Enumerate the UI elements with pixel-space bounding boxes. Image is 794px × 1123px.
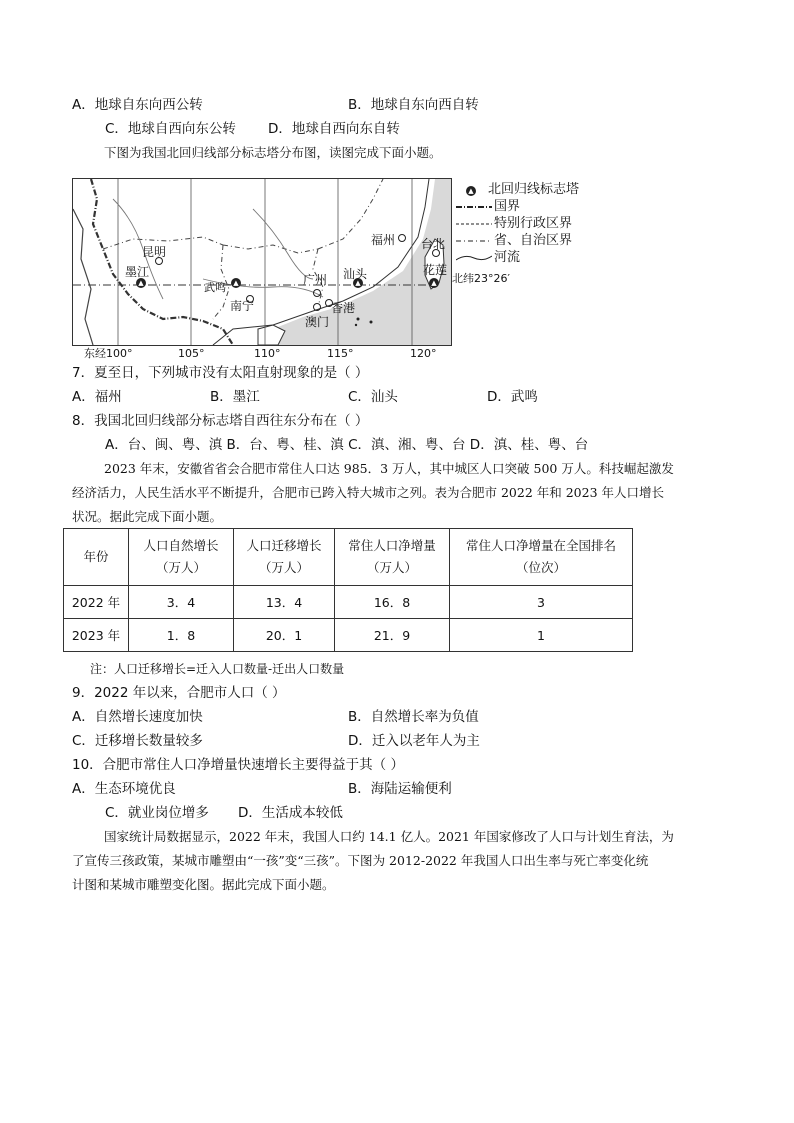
q6-option-b: B．地球自东向西自转 xyxy=(348,97,479,113)
tower-wuming-icon: ▲ xyxy=(231,278,241,288)
table-row xyxy=(64,586,633,619)
q7-option-c: C．汕头 xyxy=(348,389,398,405)
table-note: 注：人口迁移增长=迁入人口数量-迁出人口数量 xyxy=(90,662,345,676)
label-shantou: 汕头 xyxy=(343,267,368,281)
tower-hualian-icon: ▲ xyxy=(429,278,439,288)
label-xianggang: 香港 xyxy=(331,301,356,315)
label-aomen: 澳门 xyxy=(305,315,330,329)
final-intro-line1: 国家统计局数据显示，2022 年末，我国人口约 14.1 亿人。2021 年国家修改了人口与计划生育法，为 xyxy=(104,829,674,844)
table-cell: 3．4 xyxy=(129,586,234,619)
q10-stem: 10．合肥市常住人口净增量快速增长主要得益于其（ ） xyxy=(72,757,404,773)
border-line-icon xyxy=(456,202,492,212)
header-rank-unit: （位次） xyxy=(515,560,566,575)
label-guangzhou: 广州 xyxy=(303,273,328,287)
q7-option-b: B．墨江 xyxy=(210,389,260,405)
hefei-intro-line3: 状况。据此完成下面小题。 xyxy=(72,509,223,524)
table-cell: 21．9 xyxy=(335,619,450,652)
tower-legend-icon: ▲ xyxy=(466,186,476,196)
table-header xyxy=(335,529,450,586)
tropic-label: 北纬23°26′ xyxy=(452,272,510,285)
table-cell: 20．1 xyxy=(234,619,335,652)
legend-tower-label: 北回归线标志塔 xyxy=(488,182,580,197)
table-cell: 13．4 xyxy=(234,586,335,619)
header-migration-unit: （万人） xyxy=(258,560,309,575)
lon-label-110: 110° xyxy=(254,347,281,360)
header-net-unit: （万人） xyxy=(366,560,417,575)
final-intro-line2: 了宣传三孩政策，某城市雕塑由“一孩”变“三孩”。下图为 2012-2022 年我国人口出生率与死亡率变化统 xyxy=(72,853,649,868)
tower-mojiang-icon: ▲ xyxy=(136,278,146,288)
table-header xyxy=(64,529,129,586)
q8-stem: 8．我国北回归线部分标志塔自西往东分布在（ ） xyxy=(72,413,369,429)
province-line-icon xyxy=(456,236,492,246)
q7-stem: 7．夏至日，下列城市没有太阳直射现象的是（ ） xyxy=(72,365,369,381)
sar-line-icon xyxy=(456,219,492,229)
city-fuzhou-icon xyxy=(398,234,406,242)
q6-option-a: A．地球自东向西公转 xyxy=(72,97,203,113)
label-fuzhou: 福州 xyxy=(371,233,396,247)
q10-option-b: B．海陆运输便利 xyxy=(348,781,452,797)
table-header xyxy=(234,529,335,586)
q9-option-c: C．迁移增长数量较多 xyxy=(72,733,203,749)
table-cell: 1．8 xyxy=(129,619,234,652)
q9-option-b: B．自然增长率为负值 xyxy=(348,709,479,725)
table-cell: 16．8 xyxy=(335,586,450,619)
header-migration: 人口迁移增长 xyxy=(246,538,322,553)
header-natural: 人口自然增长 xyxy=(143,538,219,553)
legend-province-label: 省、自治区界 xyxy=(494,233,573,248)
legend-river-label: 河流 xyxy=(494,250,521,265)
q10-option-a: A．生态环境优良 xyxy=(72,781,176,797)
q10-option-c: C．就业岗位增多 xyxy=(105,805,209,821)
river-line-icon xyxy=(456,253,492,263)
legend-river xyxy=(466,246,520,265)
city-guangzhou-icon xyxy=(313,289,321,297)
map-intro: 下图为我国北回归线部分标志塔分布图，读图完成下面小题。 xyxy=(104,145,442,160)
legend-sar-label: 特别行政区界 xyxy=(494,216,573,231)
label-mojiang: 墨江 xyxy=(125,265,150,279)
lon-label-105: 105° xyxy=(178,347,205,360)
hefei-intro-line2: 经济活力，人民生活水平不断提升，合肥市已跨入特大城市之列。表为合肥市 2022 年和 2023 年人口增长 xyxy=(72,485,665,500)
hefei-intro-line1: 2023 年末，安徽省省会合肥市常住人口达 985．3 万人，其中城区人口突破 500 万人。科技崛起激发 xyxy=(104,461,674,476)
q9-option-d: D．迁入以老年人为主 xyxy=(348,733,480,749)
label-kunming: 昆明 xyxy=(142,245,167,259)
label-wuming: 武鸣 xyxy=(204,281,226,294)
label-taibei: 台北 xyxy=(421,237,446,251)
q9-option-a: A．自然增长速度加快 xyxy=(72,709,203,725)
table-row xyxy=(64,619,633,652)
q7-option-a: A．福州 xyxy=(72,389,122,405)
label-nanning: 南宁 xyxy=(230,299,255,313)
table-cell: 2023 年 xyxy=(64,619,129,652)
lon-label-115: 115° xyxy=(327,347,354,360)
tower-shantou-icon: ▲ xyxy=(353,278,363,288)
table-header xyxy=(129,529,234,586)
header-net: 常住人口净增量 xyxy=(348,538,436,553)
q9-stem: 9．2022 年以来，合肥市人口（ ） xyxy=(72,685,286,701)
table-header-row xyxy=(64,529,633,586)
lon-label-120: 120° xyxy=(410,347,437,360)
table-cell: 1 xyxy=(450,619,633,652)
header-rank: 常住人口净增量在全国排名 xyxy=(465,538,616,553)
city-aomen-icon xyxy=(313,303,321,311)
final-intro-line3: 计图和某城市雕塑变化图。据此完成下面小题。 xyxy=(72,877,335,892)
label-hualian: 花莲 xyxy=(423,263,448,277)
table-cell: 2022 年 xyxy=(64,586,129,619)
tropic-tower-map xyxy=(72,178,452,346)
q7-option-d: D．武鸣 xyxy=(487,389,538,405)
lon-label-100: 东经100° xyxy=(84,347,133,360)
population-table xyxy=(63,528,633,652)
legend-border-label: 国界 xyxy=(494,199,521,214)
q6-option-c: C．地球自西向东公转 xyxy=(105,121,236,137)
header-year: 年份 xyxy=(83,549,109,564)
table-header xyxy=(450,529,633,586)
header-natural-unit: （万人） xyxy=(155,560,206,575)
q8-options: A．台、闽、粤、滇 B．台、粤、桂、滇 C．滇、湘、粤、台 D．滇、桂、粤、台 xyxy=(105,437,589,453)
q6-option-d: D．地球自西向东自转 xyxy=(268,121,400,137)
table-cell: 3 xyxy=(450,586,633,619)
q10-option-d: D．生活成本较低 xyxy=(238,805,343,821)
